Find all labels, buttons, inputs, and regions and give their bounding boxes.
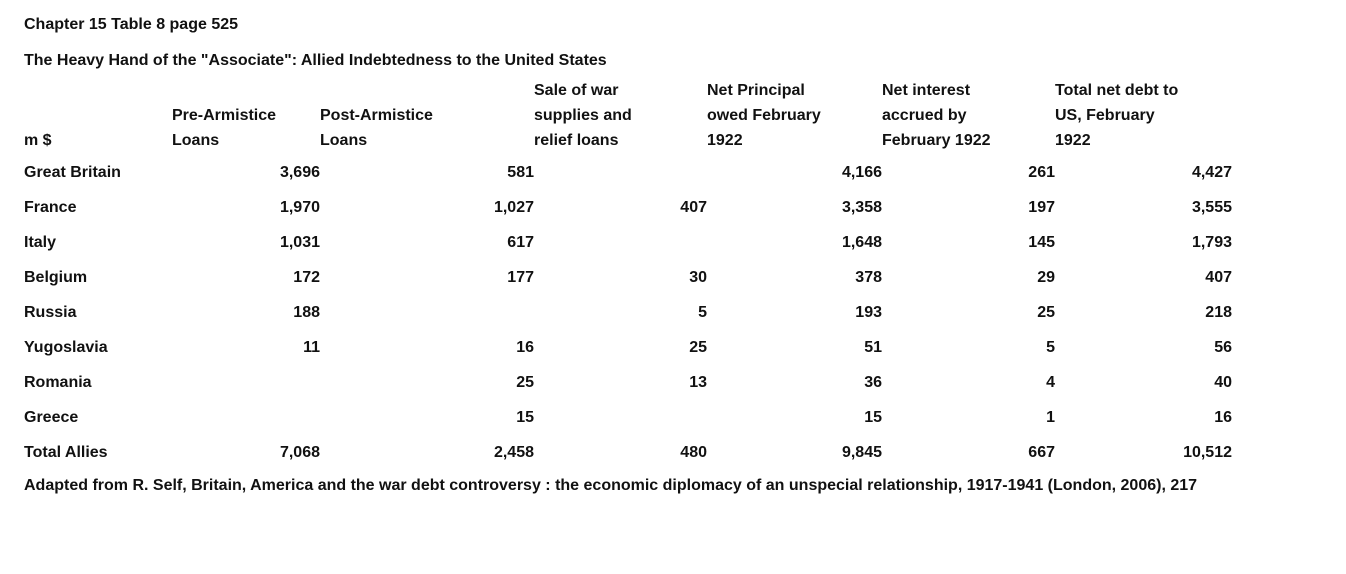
cell-war-supplies: 480 [680, 444, 707, 461]
cell-country: Romania [24, 374, 92, 391]
table-row [24, 225, 1232, 260]
cell-total-debt: 407 [1205, 269, 1232, 286]
table-row [24, 435, 1232, 470]
cell-total-debt: 1,793 [1191, 234, 1232, 251]
cell-net-interest: 5 [1046, 339, 1055, 356]
cell-country: France [24, 199, 77, 216]
cell-net-principal: 378 [855, 269, 882, 286]
table-row [24, 400, 1232, 435]
cell-net-principal: 4,166 [841, 164, 882, 181]
cell-total-debt: 16 [1214, 409, 1232, 426]
cell-net-principal: 51 [864, 339, 882, 356]
cell-war-supplies: 407 [680, 199, 707, 216]
cell-pre-armistice: 11 [303, 339, 320, 356]
cell-total-debt: 40 [1214, 374, 1232, 391]
cell-post-armistice: 25 [516, 374, 534, 391]
cell-pre-armistice [172, 365, 320, 400]
table-row [24, 330, 1232, 365]
cell-country: Yugoslavia [24, 339, 108, 356]
cell-country: Russia [24, 304, 77, 321]
document-sheet [24, 14, 1340, 497]
table-row [24, 295, 1232, 330]
cell-pre-armistice: 3,696 [279, 164, 320, 181]
cell-war-supplies: 5 [698, 304, 707, 321]
cell-post-armistice: 15 [516, 409, 534, 426]
cell-post-armistice: 177 [507, 269, 534, 286]
table-row [24, 260, 1232, 295]
cell-war-supplies: 30 [689, 269, 707, 286]
cell-country: Belgium [24, 269, 88, 286]
cell-pre-armistice: 7,068 [279, 444, 320, 461]
header-row [24, 78, 1232, 155]
cell-pre-armistice: 172 [293, 269, 320, 286]
cell-net-interest: 25 [1037, 304, 1055, 321]
table-title: The Heavy Hand of the "Associate": Allied Indebtedness to the United States [24, 52, 607, 69]
source-note: Adapted from R. Self, Britain, America and the war debt controversy : the economic diplomacy of an unspecial relationship, 1917-1941 (London, 2006), 217 [24, 477, 1198, 494]
cell-country: Italy [24, 234, 57, 251]
debt-table [24, 78, 1232, 470]
cell-total-debt: 10,512 [1183, 444, 1232, 461]
table-row [24, 190, 1232, 225]
cell-net-interest: 145 [1028, 234, 1055, 251]
cell-net-interest: 261 [1028, 164, 1055, 181]
cell-war-supplies: 25 [689, 339, 707, 356]
cell-country: Greece [24, 409, 79, 426]
cell-net-principal: 1,648 [841, 234, 882, 251]
cell-post-armistice: 2,458 [493, 444, 534, 461]
cell-net-principal: 193 [855, 304, 882, 321]
cell-total-debt: 4,427 [1191, 164, 1232, 181]
cell-war-supplies: 13 [689, 374, 707, 391]
cell-net-interest: 4 [1046, 374, 1055, 391]
header-cell-war-supplies: Sale of war supplies and relief loans [534, 82, 632, 149]
cell-net-interest: 1 [1046, 409, 1055, 426]
cell-total-debt: 218 [1205, 304, 1232, 321]
cell-war-supplies [534, 155, 707, 190]
cell-net-interest: 197 [1028, 199, 1055, 216]
cell-pre-armistice: 188 [293, 304, 320, 321]
table-body [24, 155, 1232, 470]
cell-post-armistice: 1,027 [493, 199, 534, 216]
header-cell-net-principal: Net Principal owed February 1922 [707, 82, 821, 149]
header-cell-total-debt: Total net debt to US, February 1922 [1055, 82, 1179, 149]
cell-total-debt: 56 [1214, 339, 1232, 356]
header-cell-pre-armistice: Pre-Armistice Loans [172, 107, 277, 149]
header-cell-unit: m $ [24, 132, 52, 149]
cell-country: Total Allies [24, 444, 108, 461]
cell-net-principal: 3,358 [841, 199, 882, 216]
cell-post-armistice: 581 [507, 164, 534, 181]
cell-post-armistice: 16 [516, 339, 534, 356]
page-title: Chapter 15 Table 8 page 525 [24, 16, 239, 33]
cell-pre-armistice: 1,970 [279, 199, 320, 216]
cell-net-principal: 9,845 [841, 444, 882, 461]
cell-pre-armistice: 1,031 [279, 234, 320, 251]
header-cell-net-interest: Net interest accrued by February 1922 [882, 82, 991, 149]
cell-post-armistice: 617 [507, 234, 534, 251]
table-row [24, 155, 1232, 190]
cell-net-principal: 15 [864, 409, 882, 426]
cell-war-supplies [534, 225, 707, 260]
cell-net-interest: 667 [1028, 444, 1055, 461]
cell-post-armistice [320, 295, 534, 330]
cell-country: Great Britain [24, 164, 121, 181]
cell-war-supplies [534, 400, 707, 435]
table-row [24, 365, 1232, 400]
cell-net-interest: 29 [1037, 269, 1055, 286]
header-cell-post-armistice: Post-Armistice Loans [320, 107, 433, 149]
cell-total-debt: 3,555 [1191, 199, 1232, 216]
cell-net-principal: 36 [864, 374, 882, 391]
cell-pre-armistice [172, 400, 320, 435]
